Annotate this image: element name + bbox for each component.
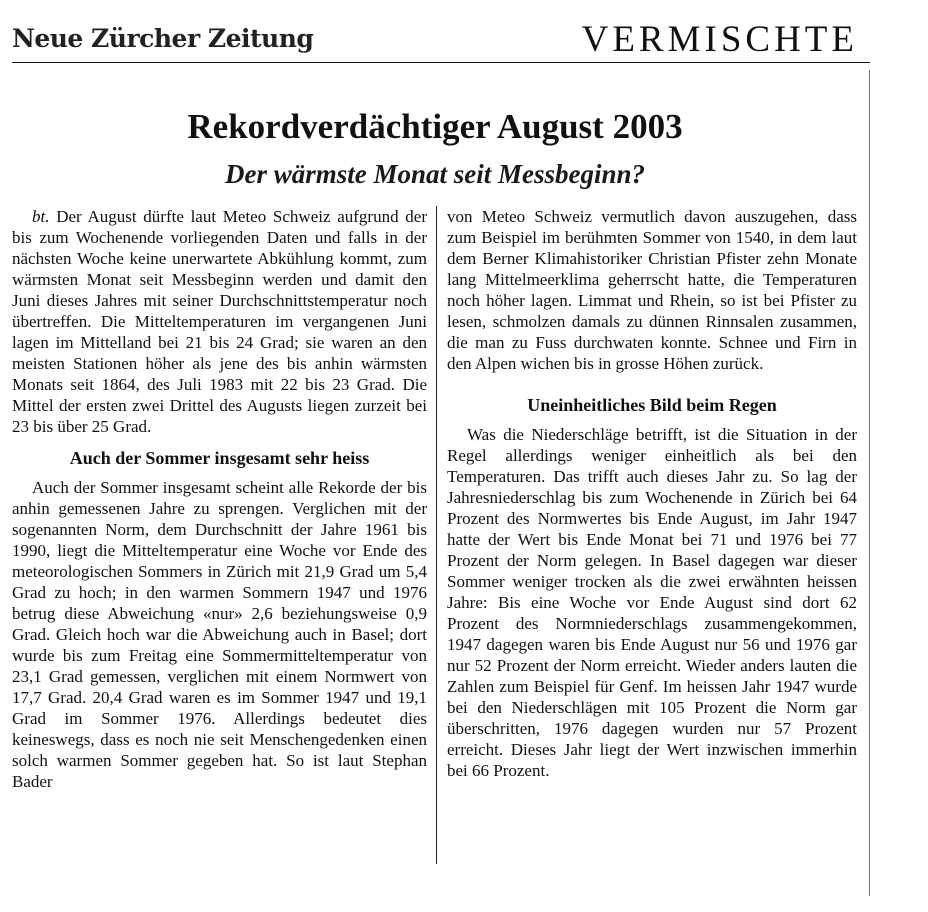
article-subheadline: Der wärmste Monat seit Messbeginn? — [224, 159, 646, 189]
summer-paragraph-continued: von Meteo Schweiz vermutlich davon auszugehen, dass zum Beispiel im berühmten Sommer von 1540, in dem laut dem Berner Klimahistoriker Christian Pfister zehn Monate lang Mittelmeerklima geherrscht hatte, die Temperaturen noch höher lagen. Limmat und Rhein, so ist bei Pfister zu lesen, schmolzen damals zu dünnen Rinnsalen zusammen, die man zu Fuss durchwaten konnte. Schnee und Firn in den Alpen wichen bis in grosse Höhen zurück. — [447, 207, 857, 373]
article-column-left — [12, 206, 427, 792]
column-divider — [436, 206, 437, 864]
section-title: VERMISCHTE — [581, 19, 858, 60]
summer-paragraph: Auch der Sommer insgesamt scheint alle Rekorde der bis anhin gemessenen Jahre zu sprengen. Verglichen mit der sogenannten Norm, dem Durchschnitt der Jahre 1961 bis 1990, liegt die Mitteltemperatur eine Woche vor Ende des meteorologischen Sommers in Zürich mit 21,9 Grad um 5,4 Grad zu hoch; in den warmen Sommern 1947 und 1976 betrug diese Abweichung «nur» 2,6 beziehungsweise 0,9 Grad. Gleich hoch war die Abweichung auch in Basel; dort wurde bis zum Freitag eine Sommermitteltemperatur von 23,1 Grad gemessen, verglichen mit einem Normwert von 17,7 Grad. 20,4 Grad waren es im Sommer 1947 und 19,1 Grad im Sommer 1976. Allerdings bedeutet dies keineswegs, dass es noch nie seit Menschengedenken einen solch warmen Sommer gegeben hat. So ist laut Stephan Bader — [12, 478, 427, 791]
rain-paragraph: Was die Niederschläge betrifft, ist die Situation in der Regel allerdings weniger einheitlich als bei den Temperaturen. Das trifft auch dieses Jahr zu. So lag der Jahresniederschlag bis zum Wochenende in Zürich bei 64 Prozent des Normwertes bis Ende August, im Jahr 1947 hatte der Wert bis Ende Monat bei 71 und 1976 bei 77 Prozent der Norm gelegen. In Basel dagegen war dieser Sommer weniger trocken als die zwei erwähnten heissen Jahre: Bis eine Woche vor Ende August sind dort 62 Prozent des Normniederschlags zusammengekommen, 1947 dagegen waren bis Ende August nur 56 und 1976 gar nur 52 Prozent der Norm erreicht. Wieder anders lauten die Zahlen zum Beispiel für Genf. Im heissen Jahr 1947 wurde bei den Niederschlägen mit 105 Prozent die Norm gar überschritten, 1976 dagegen wurden nur 57 Prozent erreicht. Dieses Jahr liegt der Wert inzwischen immerhin bei 66 Prozent. — [447, 425, 857, 780]
header-rule — [12, 62, 870, 63]
newspaper-masthead: Neue Zürcher Zeitung — [12, 24, 314, 53]
article-headline: Rekordverdächtiger August 2003 — [187, 107, 683, 146]
lead-paragraph — [12, 206, 427, 437]
section-heading-rain: Uneinheitliches Bild beim Regen — [527, 395, 777, 415]
author-byline: bt. — [32, 207, 50, 226]
section-heading-summer: Auch der Sommer insgesamt sehr heiss — [69, 448, 370, 468]
page-edge-line — [869, 70, 870, 896]
lead-paragraph-text: Der August dürfte laut Meteo Schweiz aufgrund der bis zum Wochenende vorliegenden Daten und falls in der nächsten Woche keine unerwartete Abkühlung kommt, zum wärmsten Monat seit Messbeginn werden und damit den Juni dieses Jahres mit seiner Durchschnittstemperatur noch übertreffen. Die Mitteltemperaturen im vergangenen Juni lagen im Mittelland bei 21 bis 24 Grad; sie waren an den meisten Stationen höher als jene des bis anhin wärmsten Monats seit 1864, des Juli 1983 mit 22 bis 23 Grad. Die Mittel der ersten zwei Drittel des Augusts liegen zurzeit bei 23 bis über 25 Grad. — [12, 207, 428, 436]
article-column-right — [447, 206, 857, 781]
